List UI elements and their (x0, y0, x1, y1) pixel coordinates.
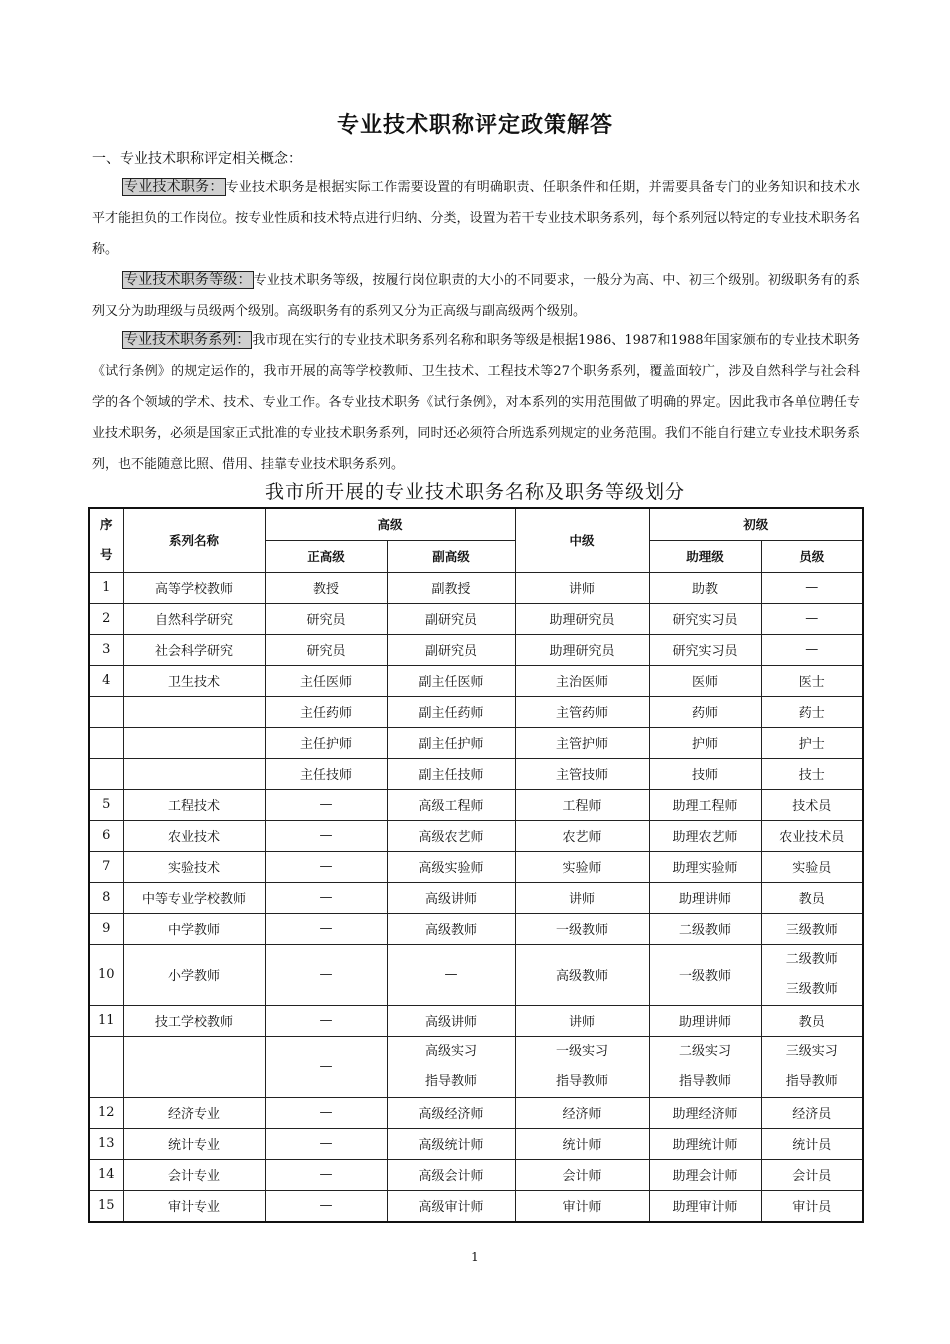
table-cell-name: 经济专业 (123, 1097, 265, 1128)
table-cell-name: 实验技术 (123, 851, 265, 882)
paragraph-series (92, 325, 860, 480)
table-cell-c4: 医师 (649, 665, 761, 696)
table-cell-c2: 高级统计师 (387, 1128, 515, 1159)
header-series-name: 系列名称 (123, 508, 265, 572)
table-cell-c5: 统计员 (761, 1128, 863, 1159)
table-cell-c2: — (387, 944, 515, 1005)
title-grade-table (88, 507, 864, 1223)
table-cell-c5: 药士 (761, 696, 863, 727)
table-cell-c5: 实验员 (761, 851, 863, 882)
table-cell-c3: 主管技师 (515, 758, 649, 789)
table-cell-no: 4 (89, 665, 123, 696)
table-cell-no: 3 (89, 634, 123, 665)
paragraph-text: 我市现在实行的专业技术职务系列名称和职务等级是根据1986、1987和1988年国家颁布的专业技术职务《试行条例》的规定运作的，我市开展的高等学校教师、卫生技术、工程技术等27个职务系列，覆盖面较广，涉及自然科学与社会科学的各个领域的学术、技术、专业工作。各专业技术职务《试行条例》，对本系列的实用范围做了明确的界定。因此我市各单位聘任专业技术职务，必须是国家正式批准的专业技术职务系列，同时还必须符合所选系列规定的业务范围。我们不能自行建立专业技术职务系列，也不能随意比照、借用、挂靠专业技术职务系列。 (92, 333, 860, 472)
table-row (89, 1036, 863, 1097)
paragraph-grade (92, 265, 860, 327)
table-cell-c3: 主管护师 (515, 727, 649, 758)
header-row (89, 508, 863, 540)
table-cell-c5: 二级教师 三级教师 (761, 944, 863, 1005)
table-cell-c1: 主任护师 (265, 727, 387, 758)
table-cell-c4: 一级教师 (649, 944, 761, 1005)
table-cell-c5: 三级教师 (761, 913, 863, 944)
table-cell-no: 1 (89, 572, 123, 603)
table-cell-name: 技工学校教师 (123, 1005, 265, 1036)
table-cell-no: 6 (89, 820, 123, 851)
table-row (89, 1190, 863, 1222)
table-cell-c5: — (761, 572, 863, 603)
table-cell-c5: 医士 (761, 665, 863, 696)
table-cell-c3: 主治医师 (515, 665, 649, 696)
table-row (89, 851, 863, 882)
table-cell-c3: 讲师 (515, 1005, 649, 1036)
table-cell-c2: 副研究员 (387, 634, 515, 665)
header-full-senior: 正高级 (265, 540, 387, 572)
table-cell-c2: 高级会计师 (387, 1159, 515, 1190)
table-cell-c3: 讲师 (515, 572, 649, 603)
table-cell-c3: 经济师 (515, 1097, 649, 1128)
paragraph-text: 专业技术职务等级，按履行岗位职责的大小的不同要求，一般分为高、中、初三个级别。初级职务有的系列又分为助理级与员级两个级别。高级职务有的系列又分为正高级与副高级两个级别。 (92, 273, 860, 319)
table-cell-name (123, 1036, 265, 1097)
table-cell-c3: 高级教师 (515, 944, 649, 1005)
table-row (89, 665, 863, 696)
table-cell-c2: 副主任医师 (387, 665, 515, 696)
table-cell-c1: — (265, 1097, 387, 1128)
page-title: 专业技术职称评定政策解答 (336, 113, 613, 138)
table-cell-c4: 助理经济师 (649, 1097, 761, 1128)
table-cell-c5: 会计员 (761, 1159, 863, 1190)
header-assistant: 助理级 (649, 540, 761, 572)
header-staff: 员级 (761, 540, 863, 572)
table-cell-c4: 二级教师 (649, 913, 761, 944)
table-cell-no (89, 727, 123, 758)
table-cell-name (123, 758, 265, 789)
table-cell-c1: 主任医师 (265, 665, 387, 696)
table-cell-c1: 研究员 (265, 603, 387, 634)
term-highlight: 专业技术职务系列： (124, 332, 251, 348)
table-cell-no: 8 (89, 882, 123, 913)
table-cell-c1: — (265, 944, 387, 1005)
table-title: 我市所开展的专业技术职务名称及职务等级划分 (264, 481, 685, 503)
table-row (89, 758, 863, 789)
table-cell-c3: 主管药师 (515, 696, 649, 727)
table-cell-c3: 审计师 (515, 1190, 649, 1222)
paragraph-duty (92, 172, 860, 265)
header-senior: 高级 (265, 508, 515, 540)
table-cell-c4: 技师 (649, 758, 761, 789)
table-cell-name: 中学教师 (123, 913, 265, 944)
table-cell-no: 14 (89, 1159, 123, 1190)
table-cell-c5: 审计员 (761, 1190, 863, 1222)
term-highlight: 专业技术职务： (124, 179, 224, 195)
table-cell-no: 10 (89, 944, 123, 1005)
table-cell-c3: 统计师 (515, 1128, 649, 1159)
table-cell-c1: — (265, 1190, 387, 1222)
table-cell-c2: 高级农艺师 (387, 820, 515, 851)
table-cell-no: 13 (89, 1128, 123, 1159)
table-cell-name: 农业技术 (123, 820, 265, 851)
table-cell-name: 工程技术 (123, 789, 265, 820)
table-cell-c1: 主任技师 (265, 758, 387, 789)
table-cell-c4: 护师 (649, 727, 761, 758)
table-cell-name: 小学教师 (123, 944, 265, 1005)
table-cell-no: 9 (89, 913, 123, 944)
table-cell-c2: 高级教师 (387, 913, 515, 944)
table-cell-c2: 副教授 (387, 572, 515, 603)
table-row (89, 1128, 863, 1159)
table-cell-c1: — (265, 882, 387, 913)
table-cell-c2: 高级讲师 (387, 1005, 515, 1036)
table-cell-c1: 教授 (265, 572, 387, 603)
table-cell-c1: — (265, 1005, 387, 1036)
table-cell-c5: 农业技术员 (761, 820, 863, 851)
table-cell-no: 15 (89, 1190, 123, 1222)
table-cell-no: 7 (89, 851, 123, 882)
table-cell-no (89, 758, 123, 789)
table-cell-c4: 助理统计师 (649, 1128, 761, 1159)
table-cell-name: 中等专业学校教师 (123, 882, 265, 913)
table-cell-name: 自然科学研究 (123, 603, 265, 634)
table-cell-c3: 讲师 (515, 882, 649, 913)
table-cell-c2: 高级工程师 (387, 789, 515, 820)
table-cell-c2: 副研究员 (387, 603, 515, 634)
table-cell-c4: 助理工程师 (649, 789, 761, 820)
table-cell-c1: — (265, 1128, 387, 1159)
header-junior: 初级 (649, 508, 863, 540)
table-cell-c1: 主任药师 (265, 696, 387, 727)
table-row (89, 944, 863, 1005)
table-row (89, 1159, 863, 1190)
table-cell-c3: 助理研究员 (515, 603, 649, 634)
table-cell-c5: 技术员 (761, 789, 863, 820)
table-cell-c4: 助理实验师 (649, 851, 761, 882)
table-cell-c5: 教员 (761, 882, 863, 913)
header-deputy-senior: 副高级 (387, 540, 515, 572)
table-cell-c5: 护士 (761, 727, 863, 758)
table-cell-c1: — (265, 851, 387, 882)
table-cell-c4: 助理审计师 (649, 1190, 761, 1222)
table-cell-c1: — (265, 913, 387, 944)
table-cell-c4: 助理讲师 (649, 1005, 761, 1036)
table-cell-c4: 助理讲师 (649, 882, 761, 913)
table-cell-c2: 副主任护师 (387, 727, 515, 758)
table-cell-no (89, 696, 123, 727)
table-row (89, 882, 863, 913)
table-row (89, 820, 863, 851)
table-cell-c5: — (761, 603, 863, 634)
table-row (89, 1097, 863, 1128)
table-cell-c4: 二级实习 指导教师 (649, 1036, 761, 1097)
table-cell-c1: 研究员 (265, 634, 387, 665)
table-cell-no: 2 (89, 603, 123, 634)
table-cell-c4: 助教 (649, 572, 761, 603)
table-cell-c2: 高级实习 指导教师 (387, 1036, 515, 1097)
table-cell-c2: 副主任技师 (387, 758, 515, 789)
header-intermediate: 中级 (515, 508, 649, 572)
table-cell-name: 高等学校教师 (123, 572, 265, 603)
table-cell-c4: 助理农艺师 (649, 820, 761, 851)
table-cell-c2: 高级讲师 (387, 882, 515, 913)
table-row (89, 789, 863, 820)
table-cell-c2: 高级实验师 (387, 851, 515, 882)
table-cell-c5: 技士 (761, 758, 863, 789)
table-cell-name (123, 696, 265, 727)
table-cell-no: 5 (89, 789, 123, 820)
table-row (89, 913, 863, 944)
table-cell-name: 会计专业 (123, 1159, 265, 1190)
table-cell-c3: 助理研究员 (515, 634, 649, 665)
table-row (89, 1005, 863, 1036)
table-cell-c5: — (761, 634, 863, 665)
table-cell-c1: — (265, 820, 387, 851)
table-cell-c3: 一级实习 指导教师 (515, 1036, 649, 1097)
table-cell-no: 11 (89, 1005, 123, 1036)
table-cell-c3: 实验师 (515, 851, 649, 882)
table-cell-name: 社会科学研究 (123, 634, 265, 665)
table-row (89, 727, 863, 758)
table-cell-name: 卫生技术 (123, 665, 265, 696)
table-cell-c3: 工程师 (515, 789, 649, 820)
table-cell-c1: — (265, 789, 387, 820)
table-cell-c3: 一级教师 (515, 913, 649, 944)
header-seq: 序 号 (89, 508, 123, 572)
paragraph-text: 专业技术职务是根据实际工作需要设置的有明确职责、任职条件和任期，并需要具备专门的业务知识和技术水平才能担负的工作岗位。按专业性质和技术特点进行归纳、分类，设置为若干专业技术职务系列，每个系列冠以特定的专业技术职务名称。 (92, 180, 860, 257)
table-cell-no (89, 1036, 123, 1097)
table-cell-c4: 研究实习员 (649, 634, 761, 665)
table-cell-c5: 教员 (761, 1005, 863, 1036)
table-row (89, 696, 863, 727)
table-cell-c1: — (265, 1036, 387, 1097)
table-cell-name: 审计专业 (123, 1190, 265, 1222)
table-cell-name (123, 727, 265, 758)
table-cell-c3: 农艺师 (515, 820, 649, 851)
table-cell-c2: 高级经济师 (387, 1097, 515, 1128)
table-row (89, 572, 863, 603)
table-cell-c5: 三级实习 指导教师 (761, 1036, 863, 1097)
section-heading: 一、专业技术职称评定相关概念： (92, 151, 302, 167)
table-cell-name: 统计专业 (123, 1128, 265, 1159)
table-row (89, 634, 863, 665)
page-number: 1 (471, 1250, 479, 1264)
table-cell-c4: 助理会计师 (649, 1159, 761, 1190)
term-highlight: 专业技术职务等级： (124, 272, 252, 288)
table-cell-c2: 高级审计师 (387, 1190, 515, 1222)
table-row (89, 603, 863, 634)
table-cell-c4: 研究实习员 (649, 603, 761, 634)
table-cell-c3: 会计师 (515, 1159, 649, 1190)
table-cell-c4: 药师 (649, 696, 761, 727)
table-cell-c2: 副主任药师 (387, 696, 515, 727)
table-cell-c5: 经济员 (761, 1097, 863, 1128)
table-cell-c1: — (265, 1159, 387, 1190)
table-cell-no: 12 (89, 1097, 123, 1128)
